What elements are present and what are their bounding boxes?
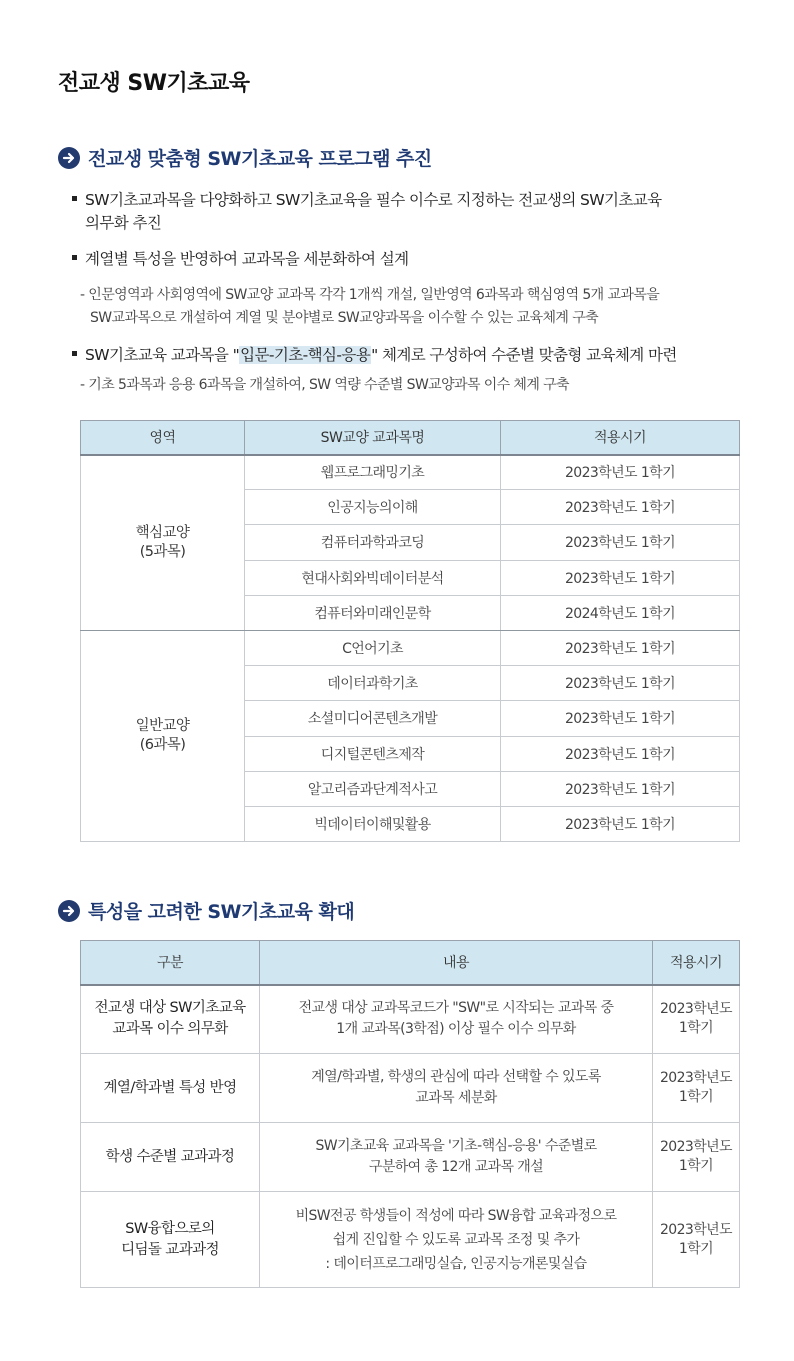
- header-period: 적용시기: [501, 421, 740, 455]
- header-area: 영역: [81, 421, 245, 455]
- course-name: 알고리즘과단계적사고: [245, 771, 501, 806]
- bullet-3-desc: - 기초 5과목과 응용 6과목을 개설하여, SW 역량 수준별 SW교양과목 이수 체계 구축: [80, 377, 569, 393]
- course-period: 2023학년도 1학기: [501, 701, 740, 736]
- bullet-3: [72, 344, 677, 367]
- area-label: 핵심교양: [135, 524, 190, 541]
- course-period: 2023학년도 1학기: [501, 560, 740, 595]
- section-heading-1-text: 전교생 맞춤형 SW기초교육 프로그램 추진: [88, 148, 432, 170]
- category-line: 계열/학과별 특성 반영: [103, 1079, 237, 1096]
- course-name: C언어기초: [245, 630, 501, 665]
- arrow-circle-icon: [58, 900, 80, 922]
- period-year: 2023학년도: [659, 1221, 732, 1238]
- bullet-3-highlight: 입문-기초-핵심-응용: [240, 346, 371, 364]
- course-period: 2023학년도 1학기: [501, 666, 740, 701]
- section-heading-2: [58, 897, 354, 924]
- bullet-square-icon: [72, 196, 77, 201]
- table-row: [81, 1192, 740, 1288]
- course-name: 웹프로그래밍기초: [245, 455, 501, 490]
- table-row: [81, 985, 740, 1054]
- period-cell: [653, 985, 740, 1054]
- header-content: 내용: [260, 941, 653, 985]
- category-line: 전교생 대상 SW기초교육: [94, 1000, 246, 1017]
- expansion-table-header: [81, 941, 740, 985]
- category-cell: [81, 1192, 260, 1288]
- course-table-header: [81, 421, 740, 455]
- bullet-1-line-1: SW기초교과목을 다양화하고 SW기초교육을 필수 이수로 지정하는 전교생의 SW기초교육: [85, 191, 662, 209]
- bullet-1-line-2: 의무화 추진: [85, 214, 162, 232]
- course-table: [80, 420, 740, 842]
- area-count: (6과목): [139, 737, 186, 753]
- course-name: 컴퓨터와미래인문학: [245, 595, 501, 630]
- expansion-table: [80, 940, 740, 1288]
- area-cell-core: [81, 455, 245, 631]
- bullet-2-desc-line-1: - 인문영역과 사회영역에 SW교양 교과목 각각 1개씩 개설, 일반영역 6과목과 핵심영역 5개 교과목을: [80, 287, 660, 303]
- content-line: 1개 교과목(3학점) 이상 필수 이수 의무화: [336, 1021, 576, 1038]
- content-cell: [260, 1192, 653, 1288]
- bullet-3-pre: SW기초교육 교과목을 ": [85, 346, 240, 364]
- period-year: 2023학년도: [659, 1139, 732, 1155]
- course-name: 인공지능의이해: [245, 490, 501, 525]
- content-cell: [260, 1054, 653, 1123]
- course-name: 컴퓨터과학과코딩: [245, 525, 501, 560]
- category-cell: [81, 985, 260, 1054]
- period-semester: 1학기: [678, 1020, 714, 1037]
- content-line: 교과목 세분화: [415, 1090, 497, 1106]
- period-semester: 1학기: [678, 1089, 714, 1105]
- bullet-2-text: 계열별 특성을 반영하여 교과목을 세분화하여 설계: [85, 250, 409, 268]
- period-year: 2023학년도: [659, 1001, 732, 1018]
- period-cell: [653, 1192, 740, 1288]
- content-line: : 데이터프로그래밍실습, 인공지능개론및실습: [325, 1255, 587, 1272]
- table-row: [81, 1054, 740, 1123]
- period-cell: [653, 1054, 740, 1123]
- bullet-2-desc-line-2: SW교과목으로 개설하여 계열 및 분야별로 SW교양과목을 이수할 수 있는 교육체계 구축: [90, 310, 599, 326]
- bullet-1: [72, 189, 662, 235]
- category-line: 디딤돌 교과과정: [121, 1241, 219, 1258]
- period-semester: 1학기: [678, 1158, 714, 1174]
- section-heading-1: [58, 144, 432, 171]
- course-name: 소셜미디어콘텐츠개발: [245, 701, 501, 736]
- period-cell: [653, 1123, 740, 1192]
- content-line: 비SW전공 학생들이 적성에 따라 SW융합 교육과정으로: [295, 1207, 617, 1224]
- table-row: [81, 455, 740, 490]
- content-line: 구분하여 총 12개 교과목 개설: [368, 1159, 544, 1175]
- area-cell-general: [81, 630, 245, 841]
- period-year: 2023학년도: [659, 1070, 732, 1086]
- category-line: 교과목 이수 의무화: [112, 1021, 228, 1038]
- content-cell: [260, 985, 653, 1054]
- bullet-2: [72, 248, 408, 271]
- arrow-circle-icon: [58, 147, 80, 169]
- section-heading-2-text: 특성을 고려한 SW기초교육 확대: [88, 901, 355, 923]
- bullet-3-post: " 체계로 구성하여 수준별 맞춤형 교육체계 마련: [371, 346, 677, 364]
- header-period: 적용시기: [653, 941, 740, 985]
- header-category: 구분: [81, 941, 260, 985]
- course-period: 2023학년도 1학기: [501, 806, 740, 841]
- category-line: 학생 수준별 교과과정: [105, 1148, 235, 1165]
- table-row: [81, 1123, 740, 1192]
- course-name: 데이터과학기초: [245, 666, 501, 701]
- course-period: 2023학년도 1학기: [501, 490, 740, 525]
- area-label: 일반교양: [135, 718, 190, 734]
- header-course-name: SW교양 교과목명: [245, 421, 501, 455]
- category-cell: [81, 1123, 260, 1192]
- course-period: 2023학년도 1학기: [501, 525, 740, 560]
- area-count: (5과목): [139, 543, 186, 560]
- course-period: 2023학년도 1학기: [501, 771, 740, 806]
- course-period: 2024학년도 1학기: [501, 595, 740, 630]
- page-title: 전교생 SW기초교육: [58, 71, 250, 96]
- course-period: 2023학년도 1학기: [501, 736, 740, 771]
- table-row: [81, 630, 740, 665]
- period-semester: 1학기: [678, 1240, 714, 1257]
- course-period: 2023학년도 1학기: [501, 630, 740, 665]
- content-line: 전교생 대상 교과목코드가 "SW"로 시작되는 교과목 중: [298, 1000, 614, 1017]
- course-period: 2023학년도 1학기: [501, 455, 740, 490]
- content-line: SW기초교육 교과목을 '기초-핵심-응용' 수준별로: [315, 1138, 597, 1154]
- content-line: 계열/학과별, 학생의 관심에 따라 선택할 수 있도록: [311, 1069, 601, 1085]
- course-name: 빅데이터이해및활용: [245, 806, 501, 841]
- course-name: 현대사회와빅데이터분석: [245, 560, 501, 595]
- category-line: SW융합으로의: [125, 1220, 215, 1237]
- bullet-square-icon: [72, 255, 77, 260]
- content-cell: [260, 1123, 653, 1192]
- bullet-2-desc: [80, 284, 659, 330]
- category-cell: [81, 1054, 260, 1123]
- bullet-square-icon: [72, 351, 77, 356]
- course-name: 디지털콘텐츠제작: [245, 736, 501, 771]
- content-line: 쉽게 진입할 수 있도록 교과목 조정 및 추가: [332, 1231, 580, 1248]
